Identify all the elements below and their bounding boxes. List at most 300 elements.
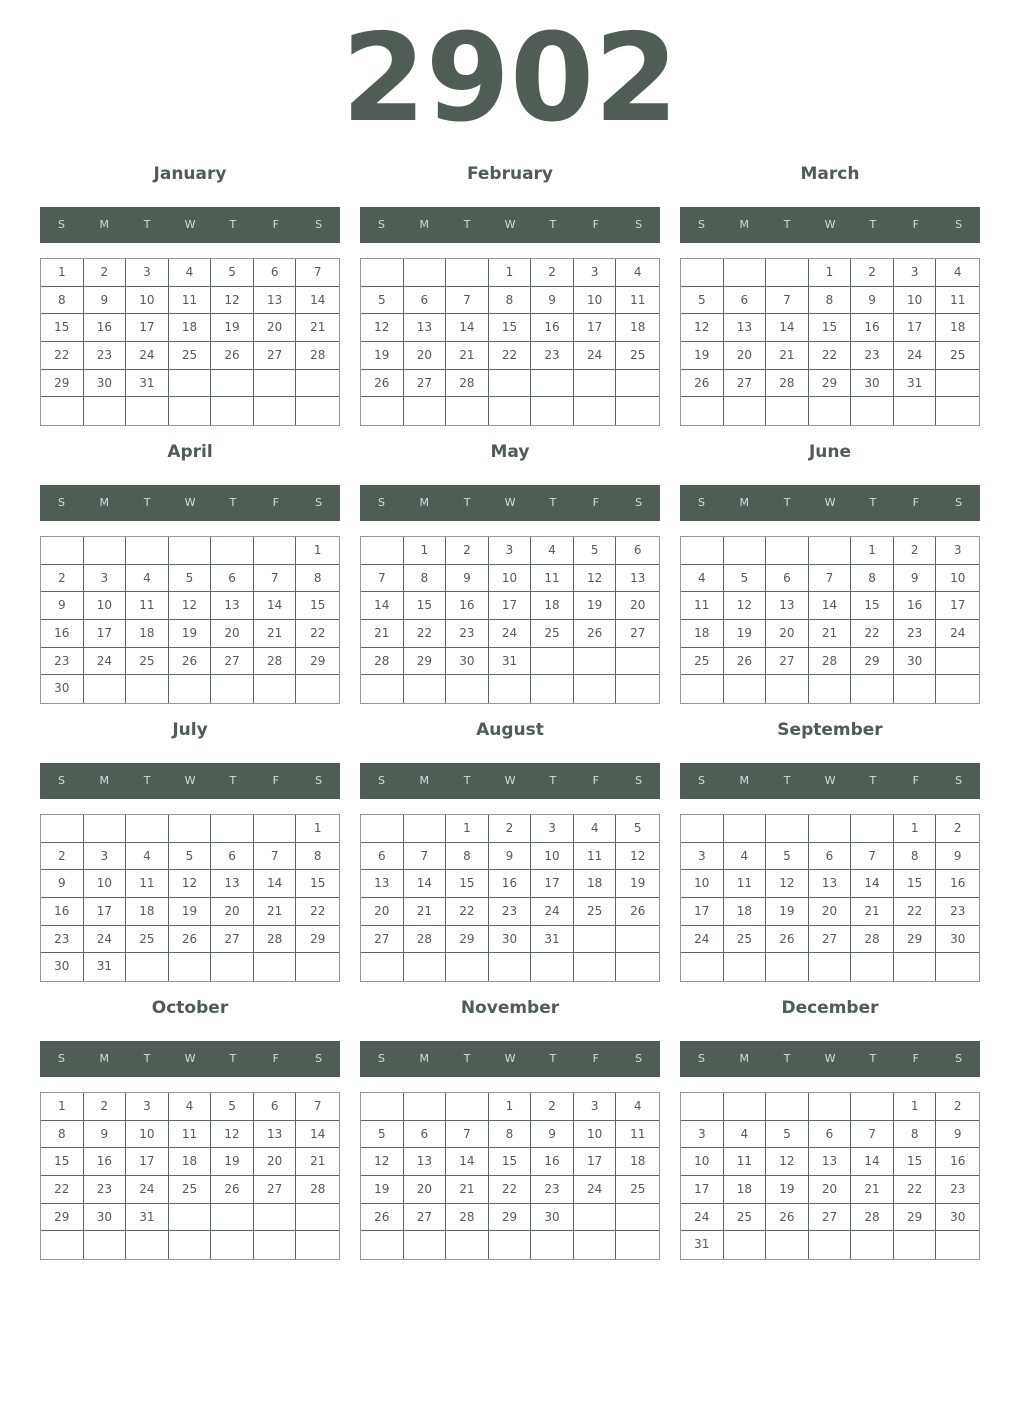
empty-day-cell — [936, 1231, 979, 1259]
day-cell: 25 — [574, 898, 617, 926]
empty-day-cell — [211, 1204, 254, 1232]
empty-day-cell — [681, 259, 724, 287]
empty-day-cell — [254, 675, 297, 703]
day-cell: 14 — [361, 592, 404, 620]
empty-day-cell — [574, 648, 617, 676]
weekday-label: M — [99, 218, 110, 231]
day-cell: 1 — [894, 1093, 937, 1121]
day-cell: 15 — [894, 870, 937, 898]
day-cell: 22 — [851, 620, 894, 648]
day-cell: 11 — [724, 870, 767, 898]
empty-day-cell — [936, 953, 979, 981]
day-cell: 5 — [211, 1093, 254, 1121]
empty-day-cell — [574, 1204, 617, 1232]
day-cell: 12 — [361, 1148, 404, 1176]
weekday-header — [680, 485, 980, 521]
day-cell: 9 — [84, 1121, 127, 1149]
weekday-label: S — [635, 1052, 643, 1065]
day-cell: 27 — [766, 648, 809, 676]
day-cell: 24 — [84, 648, 127, 676]
day-cell: 23 — [446, 620, 489, 648]
day-cell: 20 — [211, 898, 254, 926]
weekday-label: F — [592, 496, 599, 509]
weekday-label: T — [463, 774, 471, 787]
day-cell: 5 — [574, 537, 617, 565]
day-cell: 11 — [126, 870, 169, 898]
empty-day-cell — [766, 675, 809, 703]
day-cell: 3 — [574, 1093, 617, 1121]
weekday-label: F — [912, 496, 919, 509]
day-cell: 25 — [616, 342, 659, 370]
weekday-label: M — [419, 218, 430, 231]
day-cell: 7 — [851, 1121, 894, 1149]
day-cell: 10 — [126, 1121, 169, 1149]
day-cell: 13 — [404, 314, 447, 342]
day-cell: 8 — [446, 843, 489, 871]
empty-day-cell — [404, 1231, 447, 1259]
day-cell: 21 — [404, 898, 447, 926]
empty-day-cell — [404, 397, 447, 425]
empty-day-cell — [446, 953, 489, 981]
day-cell: 20 — [254, 314, 297, 342]
weekday-label: S — [315, 1052, 323, 1065]
empty-day-cell — [724, 815, 767, 843]
weekday-label: T — [869, 1052, 877, 1065]
day-cell: 14 — [404, 870, 447, 898]
empty-day-cell — [361, 675, 404, 703]
day-cell: 3 — [681, 843, 724, 871]
day-cell: 11 — [574, 843, 617, 871]
day-cell: 6 — [211, 565, 254, 593]
month-name: September — [777, 720, 883, 740]
empty-day-cell — [766, 1093, 809, 1121]
day-cell: 13 — [766, 592, 809, 620]
empty-day-cell — [296, 1204, 339, 1232]
day-cell: 21 — [361, 620, 404, 648]
weekday-label: T — [549, 218, 557, 231]
weekday-label: W — [184, 218, 196, 231]
day-cell: 19 — [766, 1176, 809, 1204]
empty-day-cell — [361, 1093, 404, 1121]
empty-day-cell — [531, 953, 574, 981]
day-cell: 4 — [531, 537, 574, 565]
day-cell: 30 — [84, 370, 127, 398]
day-cell: 19 — [724, 620, 767, 648]
empty-day-cell — [296, 953, 339, 981]
day-cell: 9 — [936, 843, 979, 871]
empty-day-cell — [84, 675, 127, 703]
day-cell: 4 — [169, 1093, 212, 1121]
weekday-label: S — [635, 774, 643, 787]
weekday-label: T — [463, 1052, 471, 1065]
empty-day-cell — [489, 370, 532, 398]
day-cell: 4 — [169, 259, 212, 287]
day-cell: 27 — [361, 926, 404, 954]
empty-day-cell — [41, 815, 84, 843]
day-cell: 25 — [936, 342, 979, 370]
day-cell: 28 — [446, 1204, 489, 1232]
day-cell: 17 — [574, 314, 617, 342]
day-cell: 17 — [681, 898, 724, 926]
day-cell: 4 — [724, 843, 767, 871]
day-cell: 31 — [126, 370, 169, 398]
day-cell: 12 — [361, 314, 404, 342]
day-cell: 18 — [724, 1176, 767, 1204]
weekday-label: S — [955, 1052, 963, 1065]
day-cell: 19 — [211, 1148, 254, 1176]
empty-day-cell — [616, 648, 659, 676]
weekday-label: S — [697, 496, 705, 509]
day-cell: 18 — [724, 898, 767, 926]
day-cell: 22 — [296, 898, 339, 926]
day-cell: 18 — [169, 314, 212, 342]
empty-day-cell — [936, 397, 979, 425]
weekday-header — [360, 485, 660, 521]
day-cell: 5 — [766, 843, 809, 871]
day-cell: 5 — [169, 843, 212, 871]
day-cell: 8 — [41, 287, 84, 315]
weekday-label: M — [739, 1052, 750, 1065]
empty-day-cell — [809, 1231, 852, 1259]
empty-day-cell — [254, 1204, 297, 1232]
day-cell: 24 — [936, 620, 979, 648]
day-cell: 6 — [809, 1121, 852, 1149]
day-cell: 18 — [531, 592, 574, 620]
day-cell: 18 — [681, 620, 724, 648]
day-cell: 6 — [809, 843, 852, 871]
day-cell: 13 — [254, 1121, 297, 1149]
day-cell: 5 — [169, 565, 212, 593]
weekday-label: T — [229, 496, 237, 509]
day-cell: 17 — [84, 620, 127, 648]
day-cell: 14 — [851, 1148, 894, 1176]
empty-day-cell — [616, 1204, 659, 1232]
day-cell: 26 — [361, 370, 404, 398]
weekday-label: M — [419, 774, 430, 787]
weekday-label: T — [783, 1052, 791, 1065]
day-cell: 15 — [446, 870, 489, 898]
empty-day-cell — [41, 1231, 84, 1259]
day-cell: 24 — [84, 926, 127, 954]
day-cell: 14 — [296, 1121, 339, 1149]
day-cell: 16 — [41, 620, 84, 648]
day-cell: 8 — [404, 565, 447, 593]
day-cell: 21 — [254, 620, 297, 648]
empty-day-cell — [126, 953, 169, 981]
empty-day-cell — [84, 537, 127, 565]
day-cell: 16 — [84, 314, 127, 342]
day-cell: 8 — [41, 1121, 84, 1149]
empty-day-cell — [681, 953, 724, 981]
day-cell: 24 — [489, 620, 532, 648]
weekday-label: W — [824, 774, 836, 787]
day-cell: 12 — [766, 1148, 809, 1176]
weekday-label: F — [592, 774, 599, 787]
day-cell: 28 — [766, 370, 809, 398]
day-cell: 22 — [489, 1176, 532, 1204]
day-cell: 23 — [531, 342, 574, 370]
day-cell: 1 — [41, 1093, 84, 1121]
day-cell: 12 — [616, 843, 659, 871]
empty-day-cell — [296, 370, 339, 398]
day-cell: 14 — [254, 870, 297, 898]
empty-day-cell — [361, 537, 404, 565]
empty-day-cell — [211, 675, 254, 703]
empty-day-cell — [361, 1231, 404, 1259]
empty-day-cell — [361, 397, 404, 425]
empty-day-cell — [254, 815, 297, 843]
day-cell: 1 — [851, 537, 894, 565]
day-cell: 2 — [851, 259, 894, 287]
day-cell: 27 — [724, 370, 767, 398]
day-cell: 28 — [296, 1176, 339, 1204]
day-cell: 20 — [211, 620, 254, 648]
weekday-label: M — [99, 774, 110, 787]
month-calendar-february — [360, 159, 660, 429]
day-grid — [40, 536, 340, 704]
day-cell: 18 — [126, 620, 169, 648]
weekday-label: T — [229, 218, 237, 231]
day-cell: 16 — [489, 870, 532, 898]
day-cell: 22 — [809, 342, 852, 370]
empty-day-cell — [211, 953, 254, 981]
weekday-label: F — [912, 774, 919, 787]
day-cell: 24 — [531, 898, 574, 926]
day-cell: 10 — [574, 1121, 617, 1149]
day-cell: 20 — [616, 592, 659, 620]
empty-day-cell — [211, 815, 254, 843]
empty-day-cell — [404, 675, 447, 703]
day-cell: 11 — [616, 287, 659, 315]
day-cell: 27 — [616, 620, 659, 648]
day-cell: 6 — [404, 1121, 447, 1149]
day-cell: 6 — [404, 287, 447, 315]
day-cell: 6 — [361, 843, 404, 871]
weekday-label: S — [635, 218, 643, 231]
day-cell: 12 — [681, 314, 724, 342]
weekday-label: S — [315, 218, 323, 231]
day-cell: 13 — [211, 870, 254, 898]
day-cell: 9 — [41, 870, 84, 898]
day-cell: 11 — [616, 1121, 659, 1149]
weekday-label: M — [99, 1052, 110, 1065]
day-cell: 4 — [616, 259, 659, 287]
day-cell: 2 — [41, 843, 84, 871]
day-cell: 16 — [936, 870, 979, 898]
day-cell: 2 — [84, 1093, 127, 1121]
day-cell: 15 — [41, 1148, 84, 1176]
day-cell: 13 — [809, 1148, 852, 1176]
day-cell: 29 — [446, 926, 489, 954]
day-cell: 29 — [296, 926, 339, 954]
empty-day-cell — [936, 675, 979, 703]
day-cell: 10 — [126, 287, 169, 315]
day-cell: 26 — [211, 1176, 254, 1204]
empty-day-cell — [169, 1204, 212, 1232]
day-cell: 21 — [809, 620, 852, 648]
weekday-label: F — [592, 1052, 599, 1065]
month-calendar-october — [40, 993, 340, 1263]
weekday-label: T — [229, 1052, 237, 1065]
weekday-label: T — [463, 496, 471, 509]
day-cell: 15 — [851, 592, 894, 620]
day-cell: 15 — [296, 870, 339, 898]
weekday-label: T — [869, 218, 877, 231]
day-cell: 19 — [616, 870, 659, 898]
day-cell: 10 — [84, 870, 127, 898]
day-cell: 7 — [254, 565, 297, 593]
empty-day-cell — [574, 370, 617, 398]
weekday-label: W — [184, 1052, 196, 1065]
day-cell: 13 — [616, 565, 659, 593]
day-cell: 18 — [936, 314, 979, 342]
weekday-label: M — [99, 496, 110, 509]
empty-day-cell — [809, 537, 852, 565]
weekday-label: T — [549, 774, 557, 787]
weekday-header — [40, 207, 340, 243]
empty-day-cell — [616, 397, 659, 425]
day-cell: 26 — [616, 898, 659, 926]
month-name: February — [466, 164, 554, 184]
day-grid — [360, 1092, 660, 1260]
weekday-label: F — [272, 1052, 279, 1065]
weekday-label: F — [912, 218, 919, 231]
day-cell: 28 — [809, 648, 852, 676]
day-cell: 25 — [531, 620, 574, 648]
day-cell: 5 — [361, 287, 404, 315]
day-cell: 7 — [404, 843, 447, 871]
empty-day-cell — [404, 815, 447, 843]
day-cell: 13 — [361, 870, 404, 898]
weekday-label: S — [955, 218, 963, 231]
weekday-label: T — [229, 774, 237, 787]
empty-day-cell — [404, 259, 447, 287]
empty-day-cell — [254, 397, 297, 425]
day-cell: 5 — [211, 259, 254, 287]
empty-day-cell — [809, 815, 852, 843]
day-cell: 20 — [766, 620, 809, 648]
day-cell: 3 — [126, 259, 169, 287]
day-cell: 14 — [851, 870, 894, 898]
month-name: December — [781, 998, 879, 1018]
day-cell: 28 — [446, 370, 489, 398]
day-cell: 17 — [894, 314, 937, 342]
empty-day-cell — [361, 259, 404, 287]
month-name: November — [460, 998, 560, 1018]
day-cell: 1 — [404, 537, 447, 565]
weekday-label: S — [635, 496, 643, 509]
weekday-header — [680, 763, 980, 799]
weekday-label: S — [57, 218, 65, 231]
day-cell: 22 — [404, 620, 447, 648]
empty-day-cell — [126, 1231, 169, 1259]
empty-day-cell — [531, 1231, 574, 1259]
day-cell: 10 — [681, 870, 724, 898]
day-cell: 14 — [296, 287, 339, 315]
day-cell: 23 — [84, 342, 127, 370]
month-name: March — [800, 164, 860, 184]
day-cell: 15 — [489, 1148, 532, 1176]
day-cell: 10 — [84, 592, 127, 620]
day-cell: 27 — [404, 370, 447, 398]
day-cell: 30 — [894, 648, 937, 676]
day-cell: 20 — [404, 1176, 447, 1204]
day-cell: 16 — [446, 592, 489, 620]
month-name: June — [808, 442, 852, 462]
day-cell: 23 — [851, 342, 894, 370]
day-cell: 28 — [361, 648, 404, 676]
empty-day-cell — [681, 815, 724, 843]
weekday-label: S — [57, 1052, 65, 1065]
day-cell: 30 — [936, 926, 979, 954]
day-cell: 28 — [851, 1204, 894, 1232]
empty-day-cell — [894, 1231, 937, 1259]
day-cell: 9 — [936, 1121, 979, 1149]
empty-day-cell — [809, 397, 852, 425]
day-cell: 9 — [41, 592, 84, 620]
empty-day-cell — [616, 926, 659, 954]
day-cell: 8 — [894, 1121, 937, 1149]
day-cell: 15 — [894, 1148, 937, 1176]
day-cell: 28 — [254, 648, 297, 676]
day-cell: 7 — [296, 259, 339, 287]
empty-day-cell — [724, 1231, 767, 1259]
empty-day-cell — [531, 370, 574, 398]
day-cell: 8 — [296, 565, 339, 593]
day-cell: 19 — [169, 620, 212, 648]
weekday-label: F — [272, 774, 279, 787]
day-cell: 9 — [531, 1121, 574, 1149]
weekday-label: S — [377, 218, 385, 231]
day-cell: 11 — [169, 1121, 212, 1149]
empty-day-cell — [254, 1231, 297, 1259]
day-cell: 4 — [724, 1121, 767, 1149]
weekday-label: M — [739, 496, 750, 509]
day-cell: 31 — [681, 1231, 724, 1259]
weekday-label: W — [504, 496, 516, 509]
weekday-header — [360, 1041, 660, 1077]
day-cell: 4 — [681, 565, 724, 593]
month-calendar-september — [680, 715, 980, 985]
weekday-header — [40, 1041, 340, 1077]
empty-day-cell — [84, 397, 127, 425]
weekday-label: T — [143, 774, 151, 787]
day-cell: 19 — [766, 898, 809, 926]
day-cell: 23 — [936, 898, 979, 926]
day-cell: 8 — [851, 565, 894, 593]
empty-day-cell — [489, 953, 532, 981]
empty-day-cell — [766, 259, 809, 287]
day-cell: 19 — [361, 1176, 404, 1204]
day-cell: 15 — [489, 314, 532, 342]
day-cell: 26 — [766, 1204, 809, 1232]
empty-day-cell — [936, 370, 979, 398]
empty-day-cell — [41, 397, 84, 425]
day-cell: 4 — [126, 565, 169, 593]
day-cell: 29 — [809, 370, 852, 398]
day-cell: 7 — [766, 287, 809, 315]
empty-day-cell — [724, 675, 767, 703]
weekday-label: M — [739, 774, 750, 787]
day-cell: 21 — [254, 898, 297, 926]
day-cell: 28 — [851, 926, 894, 954]
empty-day-cell — [211, 537, 254, 565]
empty-day-cell — [254, 537, 297, 565]
weekday-label: S — [377, 1052, 385, 1065]
day-cell: 30 — [489, 926, 532, 954]
empty-day-cell — [169, 675, 212, 703]
empty-day-cell — [126, 675, 169, 703]
